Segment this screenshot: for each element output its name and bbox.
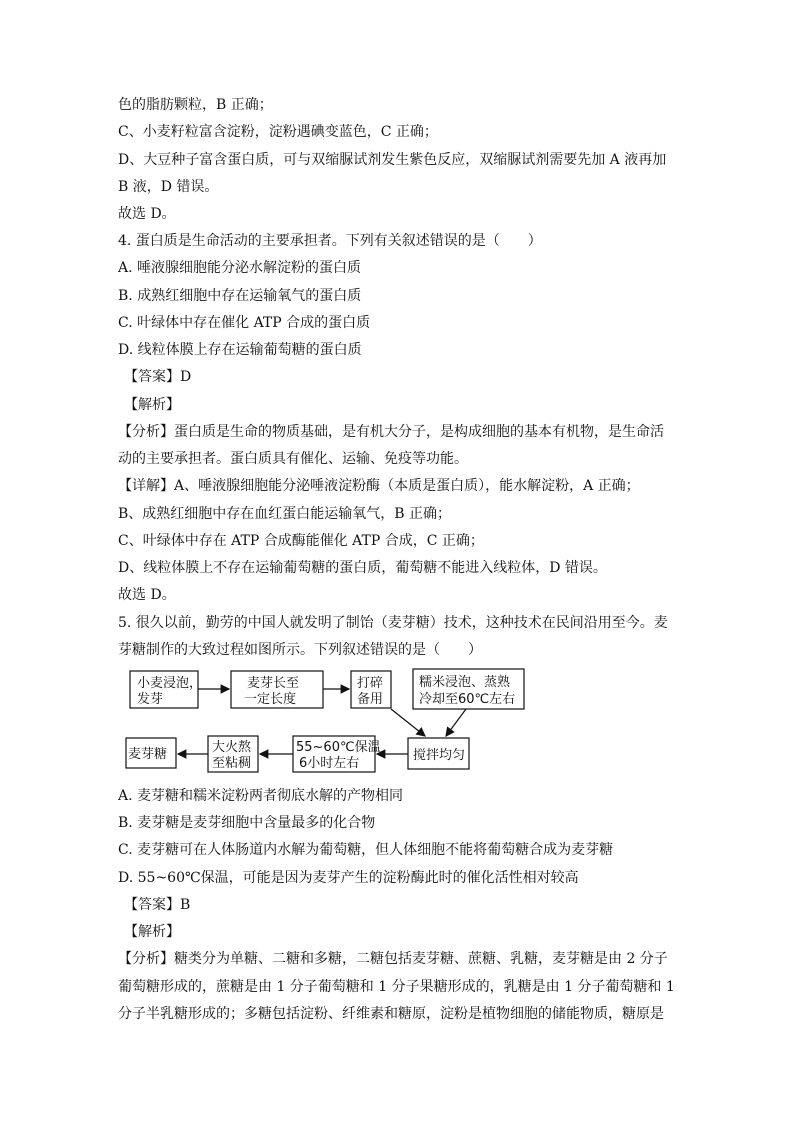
q4-option-c: C. 叶绿体中存在催化 ATP 合成的蛋白质	[118, 315, 371, 331]
q4-option-d: D. 线粒体膜上存在运输葡萄糖的蛋白质	[118, 342, 362, 358]
arrow	[446, 709, 466, 736]
question-5-stem: 芽糖制作的大致过程如图所示。下列叙述错误的是（ ）	[118, 642, 482, 658]
q5-analysis-line: 【分析】糖类分为单糖、二糖和多糖，二糖包括麦芽糖、蔗糖、乳糖，麦芽糖是由 2 分子	[118, 951, 668, 967]
q4-analysis-line: B、成熟红细胞中存在血红蛋白能运输氧气，B 正确；	[118, 506, 452, 522]
arrow	[391, 709, 425, 736]
step-warm-label: 55~60℃保温	[296, 740, 381, 755]
step-boil-label: 大火熬	[212, 740, 252, 755]
q5-analysis-line: 分子半乳糖形成的；多糖包括淀粉、纤维素和糖原，淀粉是植物细胞的储能物质，糖原是	[118, 1006, 664, 1022]
question-4-stem: 4. 蛋白质是生命活动的主要承担者。下列有关叙述错误的是（ ）	[118, 233, 542, 249]
question-5-stem: 5. 很久以前，勤劳的中国人就发明了制饴（麦芽糖）技术，这种技术在民间沿用至今。麦	[118, 615, 668, 631]
q5-option-d: D. 55~60℃保温，可能是因为麦芽产生的淀粉酶此时的催化活性相对较高	[118, 870, 579, 886]
step-grow-label: 麦芽长至	[247, 676, 300, 691]
step-rice-label: 糯米浸泡、蒸熟	[419, 675, 511, 690]
step-warm-label: 6小时左右	[299, 756, 360, 771]
q4-analysis-line: C、叶绿体中存在 ATP 合成酶能催化 ATP 合成，C 正确；	[118, 533, 484, 549]
q5-option-c: C. 麦芽糖可在人体肠道内水解为葡萄糖，但人体细胞不能将葡萄糖合成为麦芽糖	[118, 842, 614, 858]
q4-analysis-line: 【分析】蛋白质是生命的物质基础，是有机大分子，是构成细胞的基本有机物，是生命活	[118, 424, 664, 440]
text-line: B 液，D 错误。	[118, 179, 219, 195]
q5-answer: 【答案】B	[124, 897, 191, 913]
step-crush-label: 打碎	[357, 676, 384, 691]
q4-analysis-line: 动的主要承担者。蛋白质具有催化、运输、免疫等功能。	[118, 451, 468, 467]
text-line: 色的脂肪颗粒，B 正确；	[118, 97, 273, 113]
q4-answer: 【答案】D	[124, 369, 192, 385]
step-soak-label: 小麦浸泡，	[137, 676, 203, 691]
step-soak-label: 发芽	[137, 692, 164, 707]
step-boil-label: 至粘稠	[212, 756, 252, 771]
step-rice-label: 冷却至60℃左右	[419, 692, 516, 707]
step-grow-label: 一定长度	[244, 692, 297, 707]
text-line: 故选 D。	[118, 206, 176, 222]
q5-analysis-heading: 【解析】	[124, 924, 180, 940]
q4-analysis-heading: 【解析】	[124, 397, 180, 413]
step-crush-label: 备用	[357, 692, 384, 707]
q5-option-a: A. 麦芽糖和糯米淀粉两者彻底水解的产物相同	[118, 788, 404, 804]
step-mix-label: 搅拌均匀	[413, 748, 466, 763]
text-line: D、大豆种子富含蛋白质，可与双缩脲试剂发生紫色反应，双缩脲试剂需要先加 A 液再加	[118, 152, 667, 168]
q4-analysis-line: 【详解】A、唾液腺细胞能分泌唾液淀粉酶（本质是蛋白质），能水解淀粉，A 正确；	[118, 478, 640, 494]
step-product-label: 麦芽糖	[128, 747, 168, 762]
q4-option-b: B. 成熟红细胞中存在运输氧气的蛋白质	[118, 288, 362, 304]
q5-analysis-line: 葡萄糖形成的，蔗糖是由 1 分子葡萄糖和 1 分子果糖形成的，乳糖是由 1 分子葡萄糖和 1	[118, 979, 675, 995]
q4-analysis-line: D、线粒体膜上不存在运输葡萄糖的蛋白质，葡萄糖不能进入线粒体，D 错误。	[118, 560, 607, 576]
q5-option-b: B. 麦芽糖是麦芽细胞中含量最多的化合物	[118, 815, 376, 831]
q4-analysis-line: 故选 D。	[118, 587, 176, 603]
q4-option-a: A. 唾液腺细胞能分泌水解淀粉的蛋白质	[118, 260, 362, 276]
text-line: C、小麦籽粒富含淀粉，淀粉遇碘变蓝色，C 正确；	[118, 124, 438, 140]
